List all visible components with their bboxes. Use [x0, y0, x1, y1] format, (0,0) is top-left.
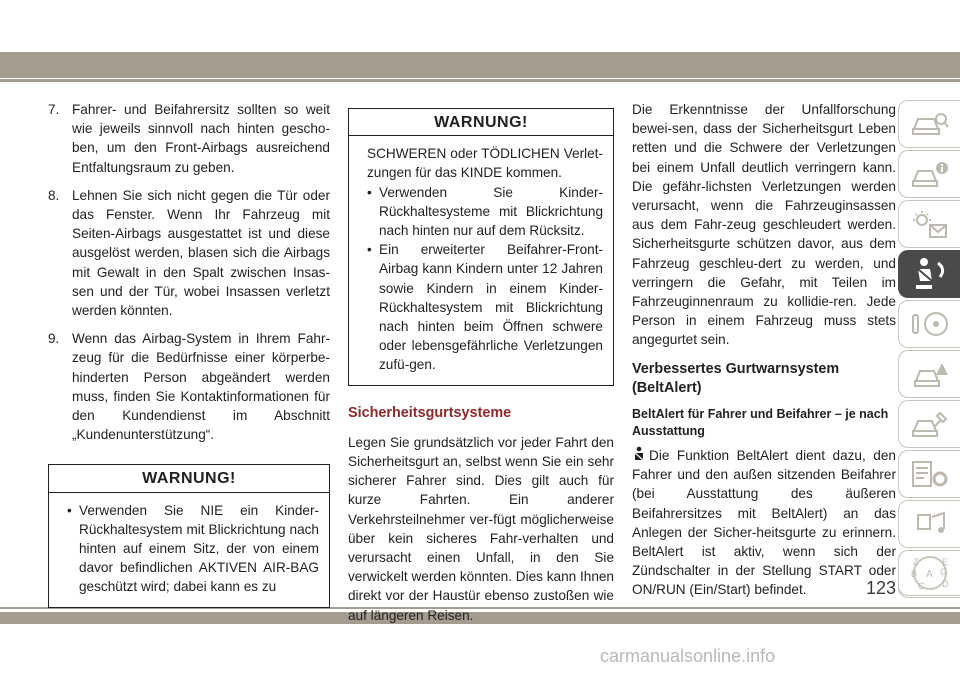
warning-box [48, 464, 330, 607]
car-info-icon [910, 159, 950, 189]
svg-text:A: A [925, 569, 933, 580]
bullet-text: Verwenden Sie NIE ein Kinder-Rückhaltesystem mit Blickrichtung nach hinten auf einem Sitz, der von einem davor befindlichen AKTIVEN AIR-BAG geschützt wird; dabei kann es zu [79, 502, 319, 595]
svg-text:C: C [917, 581, 924, 591]
svg-text:G: G [939, 567, 947, 577]
steering-wheel-icon [910, 309, 950, 339]
warning-body [49, 493, 329, 607]
warning-intro: SCHWEREN oder TÖDLICHEN Verlet-zungen für das KINDE kommen. [367, 146, 603, 181]
item-text: Lehnen Sie sich nicht gegen die Tür oder das Fenster. Wenn Ihr Fahrzeug mit Seiten-Airbags ausgestattet ist und diese ausgelöst werden, blasen sich die Airbags mit Gewalt in den Spalt zwischen Insas-sen und der Tür, wobei Insassen verletzt werden könnten. [72, 187, 330, 319]
seatbelt-airbag-icon [910, 257, 950, 291]
column-left [48, 100, 330, 608]
column-middle [348, 108, 614, 629]
tab-index[interactable] [898, 550, 960, 596]
paragraph [632, 446, 896, 600]
tab-car-info[interactable] [898, 150, 960, 198]
tab-warning-lights[interactable] [898, 200, 960, 248]
tab-maintenance[interactable] [898, 450, 960, 498]
car-service-icon [910, 409, 950, 439]
paragraph-text: Die Funktion BeltAlert dient dazu, den Fahrer und den außen sitzenden Beifahrer (bei Ausstattung des äußeren Beifahrersitzes mit BeltAlert) an das Anlegen der Sicher-heitsgurte zu erinnern. BeltAlert ist aktiv, wenn sich der Zündschalter in der Stellung START oder ON/RUN (Ein/Start) befindet. [632, 448, 896, 598]
paragraph: Die Erkenntnisse der Unfallforschung bewei-sen, dass der Sicherheitsgurt Leben retten und die Schwere der Verletzungen bei einem Unfall deutlich verringern kann. Die gefähr-lichsten Verletzungen werden verursacht, wenn die Fahrzeuginsassen aus dem Fahr-zeug geschleudert werden. Sicherheitsgurte schützen davor, aus dem Fahrzeug geschleu-dert zu werden, und verringern die Gefahr, mit Teilen im Fahrzeuginnenraum zu kollidie-ren. Jede Person in einem Fahrzeug muss stets angegurtet sein. [632, 102, 896, 348]
seatbelt-icon [632, 446, 646, 462]
warning-bullet [367, 240, 603, 374]
watermark: carmanualsonline.info [600, 646, 776, 666]
tab-car-warning[interactable] [898, 350, 960, 398]
item-text: Fahrer- und Beifahrersitz sollten so weit wie jeweils sinnvoll nach hinten gescho-ben, um den Front-Airbags ausreichend Entfaltungsraum zu geben. [72, 102, 330, 175]
section-title: Sicherheitsgurtsysteme [348, 404, 512, 421]
list-item [48, 100, 330, 177]
list-item [48, 329, 330, 444]
subsubsection-title: BeltAlert für Fahrer und Beifahrer – je nach Ausstattung [632, 407, 889, 439]
warning-bullet [67, 501, 319, 597]
top-stripe [0, 52, 960, 78]
item-text: Wenn das Airbag-System in Ihrem Fahr-zeug für die Bedürfnisse einer körperbe-hinderten Person abgeändert werden muss, finden Sie Kontaktinformationen für den Kundendienst im Abschnitt „Kundenunterstützung“. [72, 331, 330, 443]
bullet-dot: • [367, 242, 372, 258]
warning-title: WARNUNG! [349, 109, 613, 136]
item-number: 8. [48, 187, 60, 203]
item-number: 9. [48, 331, 60, 347]
tab-safety[interactable] [898, 250, 960, 298]
svg-text:E: E [941, 557, 948, 567]
warning-lights-icon [910, 209, 950, 239]
svg-text:Z: Z [912, 557, 918, 567]
tab-car-inspect[interactable] [898, 100, 960, 148]
tab-car-service[interactable] [898, 400, 960, 448]
warning-bullet [367, 183, 603, 241]
tab-steering[interactable] [898, 300, 960, 348]
bullet-dot: • [67, 502, 72, 518]
checklist-gear-icon [910, 459, 950, 489]
alphabet-index-icon [908, 553, 952, 593]
paragraph: Legen Sie grundsätzlich vor jeder Fahrt den Sicherheitsgurt an, selbst wenn Sie ein sehr sicherer Fahrer sind. Dies gilt auch für kurze Fahrten. Ein anderer Verkehrsteilnehmer ver-fügt möglicherweise über kein sicheres Fahr-verhalten und verursacht einen Unfall, in den Sie verwickelt werden könnten. Dies kann Ihnen direkt vor der Haustür ebenso zustoßen wie auf längeren Reisen. [348, 434, 614, 623]
bullet-text: Verwenden Sie Kinder-Rückhaltesysteme mit Blickrichtung nach hinten nur auf dem Rücksitz. [379, 184, 603, 239]
chapter-tabs [898, 100, 960, 600]
warning-box-continued [348, 108, 614, 386]
page-number: 123 [866, 578, 897, 598]
svg-text:B: B [910, 569, 917, 579]
bullet-text: Ein erweiterter Beifahrer-Front-Airbag kann Kindern unter 12 Jahren sowie Kindern in einem Kinder-Rückhaltesystem mit Blickrichtung nach hinten beim Öffnen schwere oder lebensgefährliche Verletzungen zufü-gen. [379, 242, 603, 373]
car-inspect-icon [910, 109, 950, 139]
svg-text:D: D [941, 579, 948, 589]
warning-body [349, 136, 613, 384]
car-warning-icon [910, 359, 950, 389]
list-item [48, 186, 330, 320]
bullet-dot: • [367, 184, 372, 200]
warning-title: WARNUNG! [49, 465, 329, 492]
item-number: 7. [48, 102, 60, 117]
multimedia-icon [910, 509, 950, 539]
column-right [632, 100, 896, 604]
tab-multimedia[interactable] [898, 500, 960, 548]
top-rule [0, 79, 960, 82]
subsection-title: Verbessertes Gurtwarnsystem (BeltAlert) [632, 360, 840, 396]
top-band [0, 0, 960, 52]
